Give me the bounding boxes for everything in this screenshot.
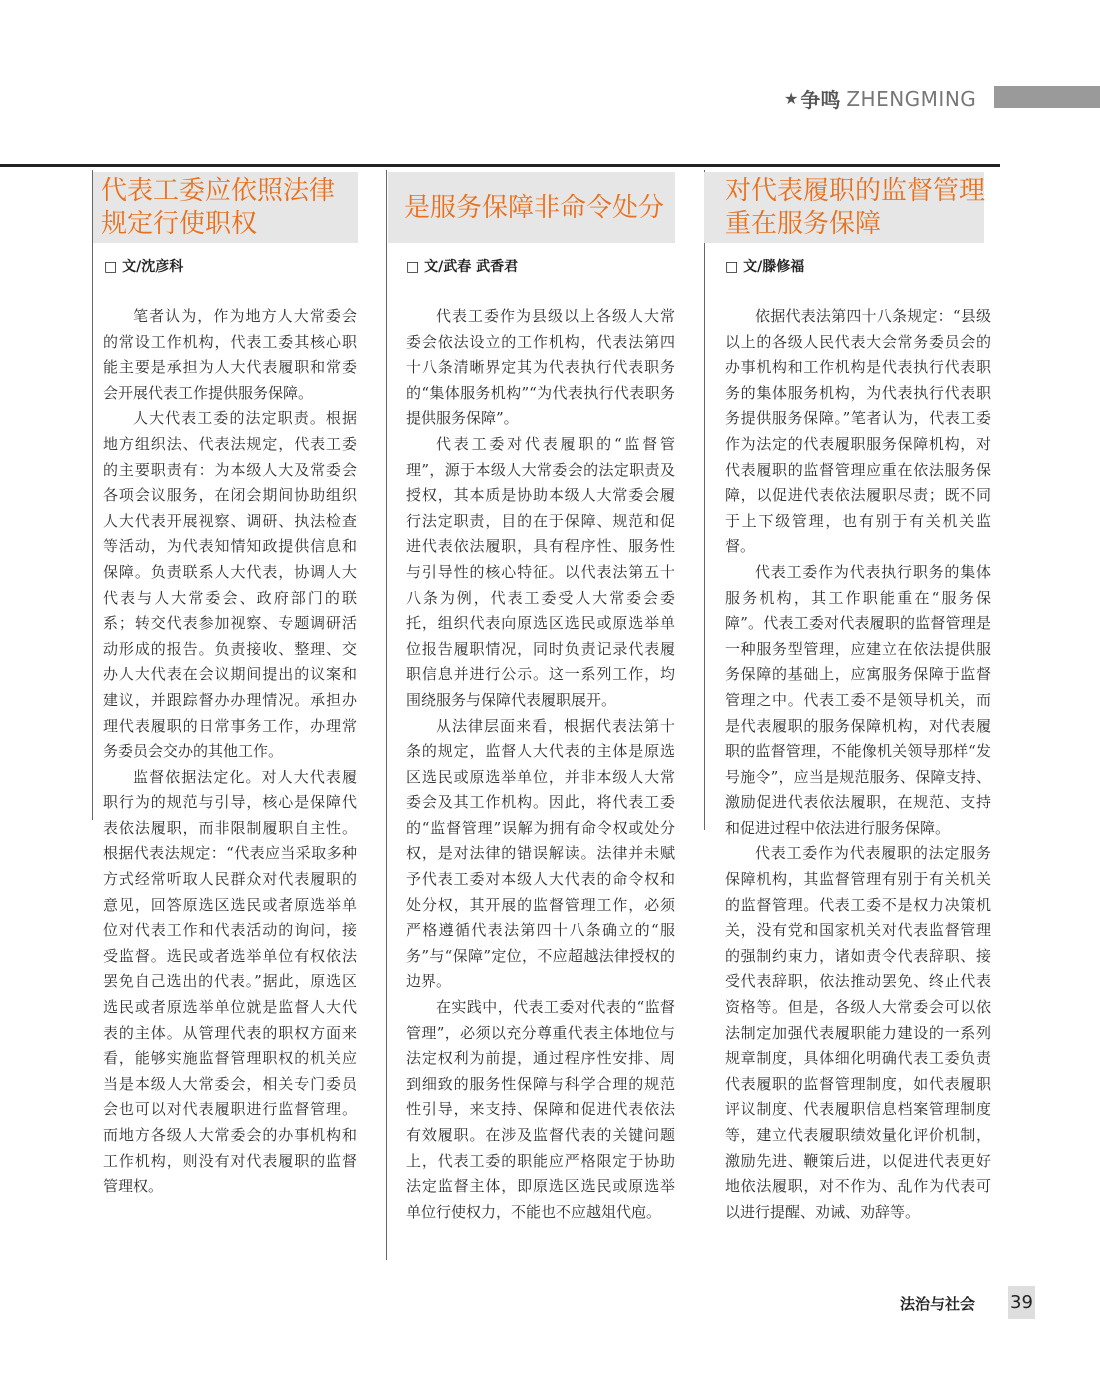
article-3-paragraph-1: 依据代表法第四十八条规定：“县级以上的各级人民代表大会常务委员会的办事机构和工作机构是代表执行代表职务的集体服务机构，为代表执行代表职务提供服务保障。”笔者认为，代表工委作为法定的代表履职服务保障机构，对代表履职的监督管理应重在依法服务保障，以促进代表依法履职尽责；既不同于上下级管理，也有别于有关机关监督。	[725, 307, 991, 556]
article-2-paragraph-1: 代表工委作为县级以上各级人大常委会依法设立的工作机构，代表法第四十八条清晰界定其为代表执行代表职务的“集体服务机构”“为代表执行代表职务提供服务保障”。	[406, 307, 675, 428]
article-1-paragraph-1: 笔者认为，作为地方人大常委会的常设工作机构，代表工委其核心职能主要是承担为人大代表履职和常委会开展代表工作提供服务保障。	[103, 307, 357, 402]
page-number: 39	[1008, 1286, 1035, 1319]
header-decor-bar	[994, 86, 1100, 108]
article-2-paragraph-3: 从法律层面来看，根据代表法第十条的规定，监督人大代表的主体是原选区选民或原选举单位，并非本级人大常委会及其工作机构。因此，将代表工委的“监督管理”误解为拥有命令权或处分权，是对法律的错误解读。法律并未赋予代表工委对本级人大代表的命令权和处分权，其开展的监督管理工作，必须严格遵循代表法第四十八条确立的“服务”与“保障”定位，不应超越法律授权的边界。	[406, 716, 675, 991]
section-name-en: ZHENGMING	[846, 86, 977, 111]
article-2-title	[388, 172, 675, 243]
article-1-paragraph-3: 监督依据法定化。对人大代表履职行为的规范与引导，核心是保障代表依法履职，而非限制履职自主性。根据代表法规定：“代表应当采取多种方式经常听取人民群众对代表履职的意见，回答原选区选民或者原选举单位对代表工作和代表活动的询问，接受监督。选民或者选举单位有权依法罢免自己选出的代表。”据此，原选区选民或者原选举单位就是监督人大代表的主体。从管理代表的职权方面来看，能够实施监督管理职权的机关应当是本级人大常委会，相关专门委员会也可以对代表履职进行监督管理。而地方各级人大常委会的办事机构和工作机构，则没有对代表履职的监督管理权。	[103, 767, 357, 1196]
column-rule-2	[386, 170, 387, 1260]
article-3-paragraph-2: 代表工委作为代表执行职务的集体服务机构，其工作职能重在“服务保障”。代表工委对代表履职的监督管理是一种服务型管理，应建立在依法提供服务保障的基础上，应寓服务保障于监督管理之中。代表工委不是领导机关，而是代表履职的服务保障机构，对代表履职的监督管理，不能像机关领导那样“发号施令”，应当是规范服务、保障支持、激励促进代表依法履职，在规范、支持和促进过程中依法进行服务保障。	[725, 562, 991, 837]
magazine-name: 法治与社会	[900, 1295, 976, 1313]
article-3-title	[704, 172, 984, 243]
article-3-body	[725, 303, 991, 1225]
section-name-cn: 争鸣	[800, 88, 841, 112]
article-3-byline: □ 文/滕修福	[725, 259, 805, 275]
article-2-body	[406, 303, 675, 1225]
article-1-body	[103, 303, 357, 1200]
column-rule-1	[92, 170, 93, 820]
article-3-title-line-1: 对代表履职的监督管理	[725, 176, 986, 206]
column-rule-3	[704, 170, 705, 830]
top-rule	[0, 164, 1000, 167]
article-3-paragraph-3: 代表工委作为代表履职的法定服务保障机构，其监督管理有别于有关机关的监督管理。代表工委不是权力决策机关，没有党和国家机关对代表监督管理的强制约束力，诸如责令代表辞职、接受代表辞职，依法推动罢免、终止代表资格等。但是，各级人大常委会可以依法制定加强代表履职能力建设的一系列规章制度，具体细化明确代表工委负责代表履职的监督管理制度，如代表履职评议制度、代表履职信息档案管理制度等，建立代表履职绩效量化评价机制，激励先进、鞭策后进，以促进代表更好地依法履职，对不作为、乱作为代表可以进行提醒、劝诫、劝辞等。	[725, 844, 991, 1221]
article-3-title-line-2: 重在服务保障	[725, 209, 882, 239]
article-2-paragraph-4: 在实践中，代表工委对代表的“监督管理”，必须以充分尊重代表主体地位与法定权利为前提，通过程序性安排、周到细致的服务性保障与科学合理的规范性引导，来支持、保障和促进代表依法有效履职。在涉及监督代表的关键问题上，代表工委的职能应严格限定于协助法定监督主体，即原选区选民或原选举单位行使权力，不能也不应越俎代庖。	[406, 998, 675, 1221]
article-1-title-line-1: 代表工委应依照法律	[101, 176, 336, 206]
article-1-title-line-2: 规定行使职权	[101, 209, 258, 239]
article-2-byline: □ 文/武春 武香君	[406, 259, 519, 275]
section-header	[784, 84, 976, 113]
article-2-title-line-1: 是服务保障非命令处分	[404, 193, 665, 223]
article-2-paragraph-2: 代表工委对代表履职的“监督管理”，源于本级人大常委会的法定职责及授权，其本质是协助本级人大常委会履行法定职责，目的在于保障、规范和促进代表依法履职，具有程序性、服务性与引导性的核心特征。以代表法第五十八条为例，代表工委受人大常委会委托，组织代表向原选区选民或原选举单位报告履职情况，同时负责记录代表履职信息并进行公示。这一系列工作，均围绕服务与保障代表履职展开。	[406, 434, 675, 709]
star-icon: ★	[784, 89, 799, 108]
article-1-byline: □ 文/沈彦科	[104, 259, 184, 275]
article-1-paragraph-2: 人大代表工委的法定职责。根据地方组织法、代表法规定，代表工委的主要职责有：为本级人大及常委会各项会议服务，在闭会期间协助组织人大代表开展视察、调研、执法检查等活动，为代表知情知政提供信息和保障。负责联系人大代表，协调人大代表与人大常委会、政府部门的联系；转交代表参加视察、专题调研活动形成的报告。负责接收、整理、交办人大代表在会议期间提出的议案和建议，并跟踪督办办理情况。承担办理代表履职的日常事务工作，办理常务委员会交办的其他工作。	[103, 409, 357, 761]
article-1-title	[93, 172, 358, 243]
